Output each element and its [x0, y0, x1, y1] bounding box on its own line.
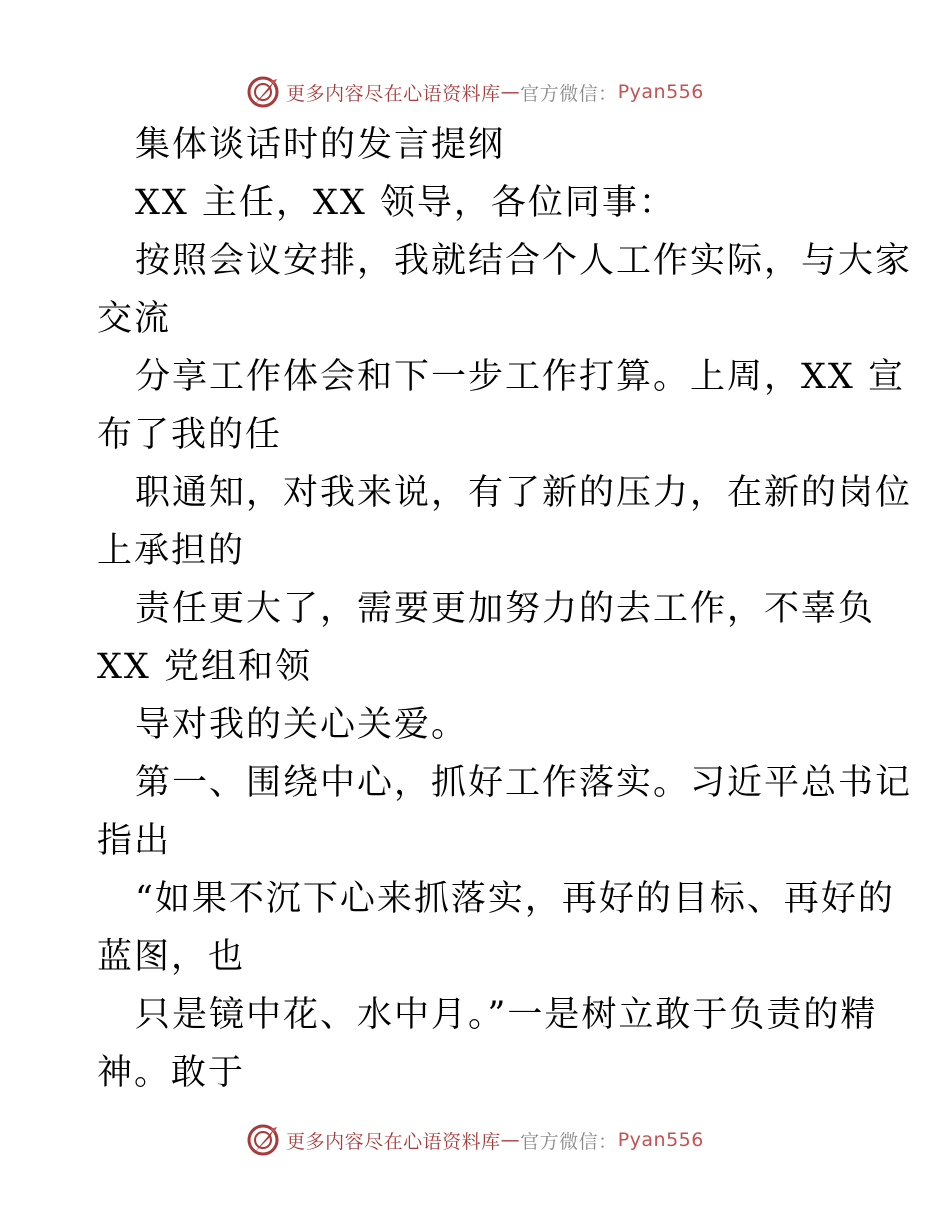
- header-watermark-banner: [0, 70, 950, 114]
- banner-wechat-label: 官方微信：: [520, 1130, 618, 1153]
- footer-watermark-banner: [0, 1118, 950, 1162]
- banner-site-name: 更多内容尽在心语资料库: [286, 82, 501, 105]
- paragraph-line: 职通知，对我来说，有了新的压力，在新的岗位: [135, 473, 913, 513]
- paragraph-line: 交流: [97, 299, 172, 339]
- quill-logo-icon: [246, 75, 280, 109]
- quill-logo-icon: [246, 1123, 280, 1157]
- salutation: XX 主任，XX 领导，各位同事：: [135, 183, 676, 223]
- banner-wechat-label: 官方微信：: [520, 82, 618, 105]
- paragraph-line: 指出: [97, 821, 172, 861]
- banner-separator: —: [500, 1129, 521, 1151]
- banner-wechat-id: Pyan556: [617, 1129, 704, 1151]
- document-body: [97, 116, 913, 1102]
- paragraph-line: 分享工作体会和下一步工作打算。上周，XX 宣: [135, 357, 905, 397]
- paragraph-line: 布了我的任: [97, 415, 283, 455]
- document-title: 集体谈话时的发言提纲: [135, 125, 506, 165]
- banner-wechat-id: Pyan556: [617, 81, 704, 103]
- paragraph-line: 上承担的: [97, 531, 246, 571]
- paragraph-line: 蓝图，也: [97, 937, 246, 977]
- banner-site-name: 更多内容尽在心语资料库: [286, 1130, 501, 1153]
- paragraph-line: 只是镜中花、水中月。”一是树立敢于负责的精: [135, 995, 878, 1035]
- paragraph-line: 导对我的关心关爱。: [135, 705, 469, 745]
- paragraph-line: 神。敢于: [97, 1053, 246, 1093]
- paragraph-line: 责任更大了，需要更加努力的去工作，不辜负: [135, 589, 876, 629]
- paragraph-line: 按照会议安排，我就结合个人工作实际，与大家: [135, 241, 913, 281]
- paragraph-line: 第一、围绕中心，抓好工作落实。习近平总书记: [135, 763, 913, 803]
- paragraph-line: XX 党组和领: [97, 647, 312, 687]
- paragraph-line: “如果不沉下心来抓落实，再好的目标、再好的: [135, 879, 895, 919]
- banner-separator: —: [500, 81, 521, 103]
